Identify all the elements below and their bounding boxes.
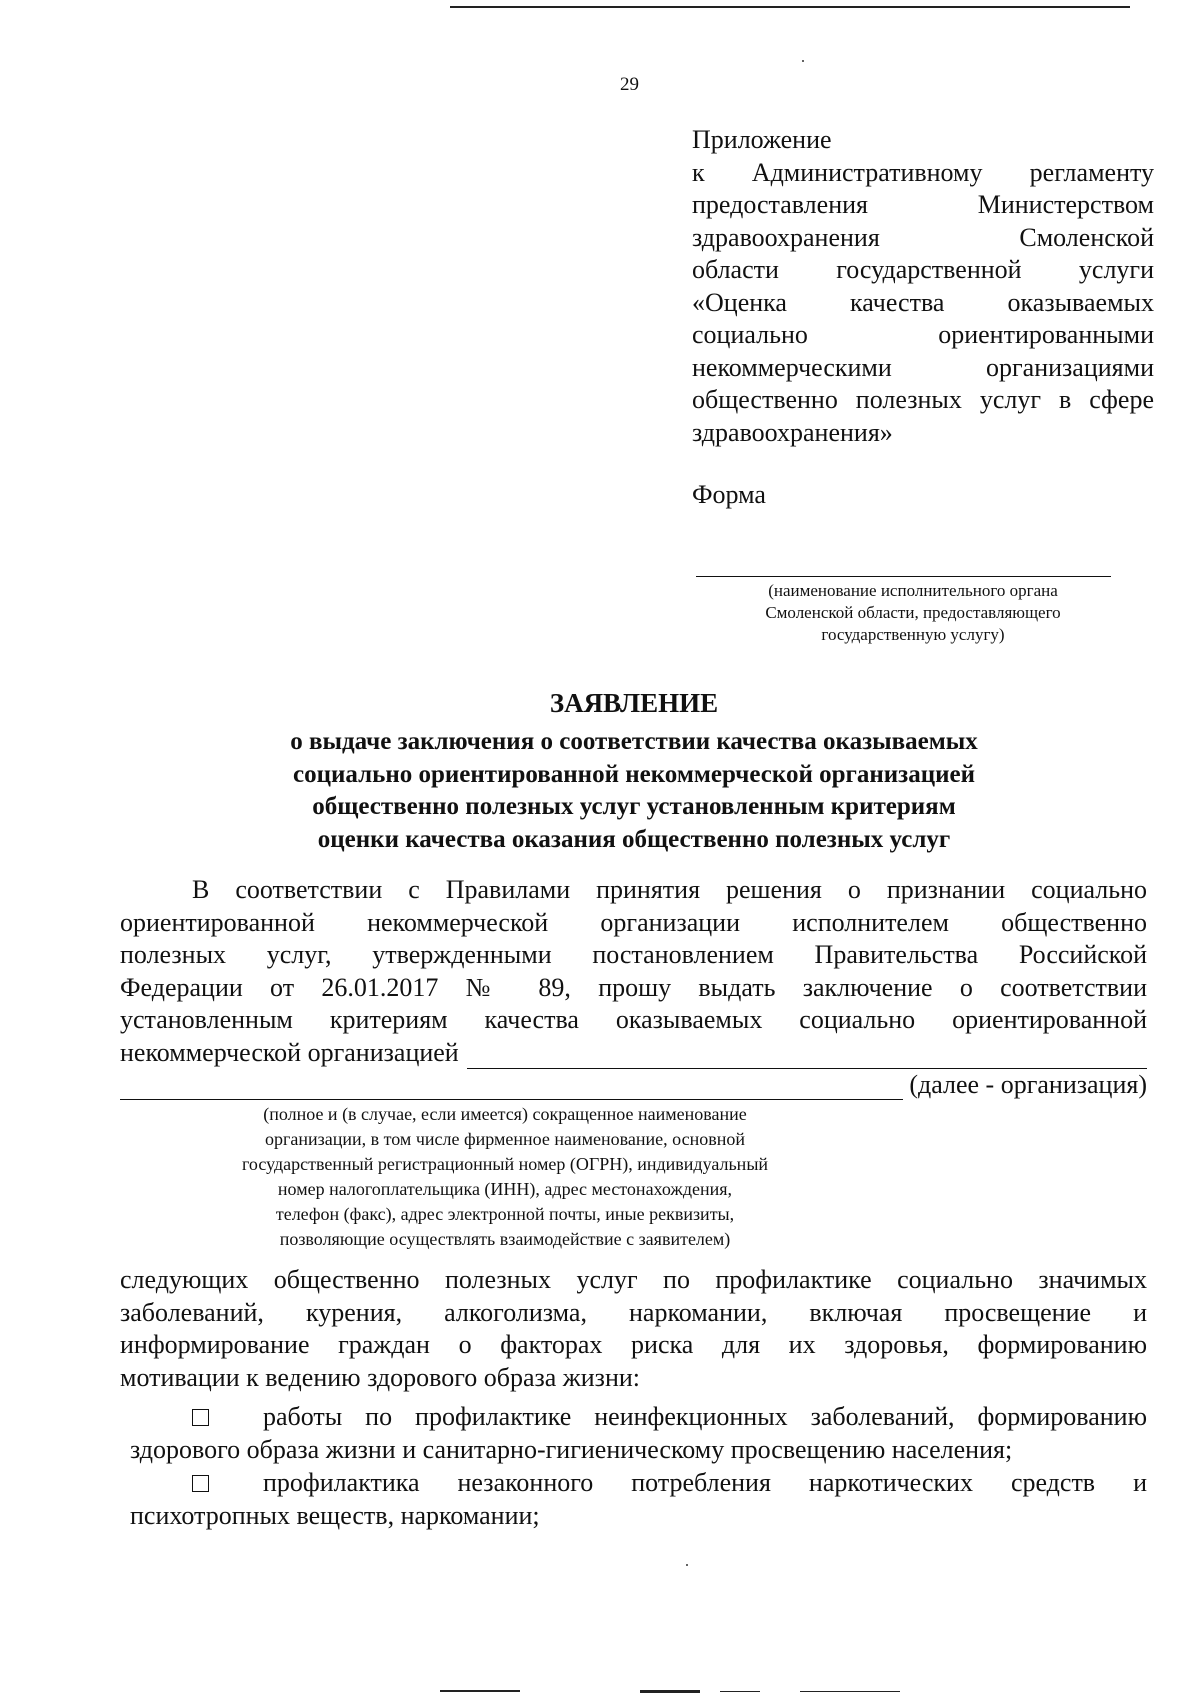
appendix-line: области государственной услуги xyxy=(692,255,1154,284)
appendix-line: предоставления Министерством xyxy=(692,190,1154,219)
organization-caption xyxy=(140,1102,870,1252)
caption-line: государственный регистрационный номер (ОГРН), индивидуальный xyxy=(241,1154,769,1174)
appendix-line: «Оценка качества оказываемых xyxy=(692,287,1154,317)
organization-fill-line[interactable] xyxy=(467,1046,1147,1069)
organization-row xyxy=(120,1070,1147,1100)
paragraph-line: Федерации от 26.01.2017 № 89, прошу выдать заключение о соответствии xyxy=(120,972,1147,1002)
caption-line: позволяющие осуществлять взаимодействие с заявителем) xyxy=(279,1229,731,1249)
subtitle-line: о выдаче заключения о соответствии качества оказываемых xyxy=(290,728,978,755)
appendix-line: социально ориентированными xyxy=(692,320,1154,349)
form-label: Форма xyxy=(692,480,766,509)
caption-line: номер налогоплательщика (ИНН), адрес местонахождения, xyxy=(277,1179,733,1199)
paragraph-line: заболеваний, курения, алкоголизма, наркомании, включая просвещение и xyxy=(120,1297,1147,1327)
paragraph-line: некоммерческой организацией xyxy=(120,1037,459,1067)
paragraph-services xyxy=(120,1264,1147,1394)
paragraph-line: информирование граждан о факторах риска для их здоровья, формированию xyxy=(120,1330,1147,1359)
paragraph-line: мотивации к ведению здорового образа жизни: xyxy=(120,1362,640,1392)
caption-line: организации, в том числе фирменное наименование, основной xyxy=(265,1129,745,1149)
appendix-line: некоммерческими организациями xyxy=(692,352,1154,382)
caption-line: (наименование исполнительного органа xyxy=(768,581,1058,600)
checkbox[interactable] xyxy=(192,1475,209,1492)
scan-edge-top xyxy=(450,6,1130,8)
scan-edge-bottom-4 xyxy=(800,1691,900,1692)
service-option xyxy=(130,1400,1147,1466)
paragraph-line: следующих общественно полезных услуг по профилактике социально значимых xyxy=(120,1265,1147,1294)
appendix-line: Приложение xyxy=(692,125,832,154)
recipient-caption xyxy=(720,580,1106,646)
option-text: работы по профилактике неинфекционных заболеваний, формированию xyxy=(263,1402,1147,1431)
organization-fill-line-2[interactable] xyxy=(120,1077,903,1100)
caption-line: государственную услугу) xyxy=(821,625,1005,644)
paragraph-line: полезных услуг, утвержденными постановлением Правительства Российской xyxy=(120,940,1147,969)
scan-edge-bottom-1 xyxy=(440,1690,520,1692)
dalee-label: (далее - организация) xyxy=(909,1070,1147,1099)
appendix-block xyxy=(692,124,1154,449)
paragraph-line: ориентированной некоммерческой организации исполнителем общественно xyxy=(120,907,1147,937)
subtitle-line: социально ориентированной некоммерческой организацией xyxy=(292,760,976,788)
paragraph-line: В соответствии с Правилами принятия решения о признании социально xyxy=(192,875,1147,904)
option-text: профилактика незаконного потребления наркотических средств и xyxy=(263,1468,1147,1497)
appendix-line: к Административному регламенту xyxy=(692,157,1154,187)
subtitle-line: общественно полезных услуг установленным критериям xyxy=(312,793,956,820)
recipient-fill-line[interactable] xyxy=(696,576,1111,577)
page-number: 29 xyxy=(620,74,639,95)
checkbox[interactable] xyxy=(192,1409,209,1426)
scan-speck xyxy=(686,1564,688,1566)
subtitle-line: оценки качества оказания общественно полезных услуг xyxy=(317,825,951,853)
caption-line: Смоленской области, предоставляющего xyxy=(765,603,1061,622)
document-title: ЗАЯВЛЕНИЕ xyxy=(549,688,719,718)
scan-edge-bottom-3 xyxy=(720,1691,760,1692)
scan-speck xyxy=(802,60,804,62)
appendix-line: здравоохранения» xyxy=(692,417,893,447)
paragraph-line: установленным критериям качества оказываемых социально ориентированной xyxy=(120,1005,1147,1034)
appendix-line: общественно полезных услуг в сфере xyxy=(692,385,1154,414)
scan-edge-bottom-2 xyxy=(640,1690,700,1693)
caption-line: (полное и (в случае, если имеется) сокращенное наименование xyxy=(263,1104,747,1124)
paragraph-request xyxy=(120,874,1147,1069)
option-text-continued: здорового образа жизни и санитарно-гигиеническому просвещению населения; xyxy=(130,1435,1013,1464)
service-option xyxy=(130,1466,1147,1532)
appendix-line: здравоохранения Смоленской xyxy=(692,222,1154,252)
document-subtitle xyxy=(160,726,1108,856)
caption-line: телефон (факс), адрес электронной почты, иные реквизиты, xyxy=(275,1204,735,1224)
option-text-continued: психотропных веществ, наркомании; xyxy=(130,1501,540,1530)
